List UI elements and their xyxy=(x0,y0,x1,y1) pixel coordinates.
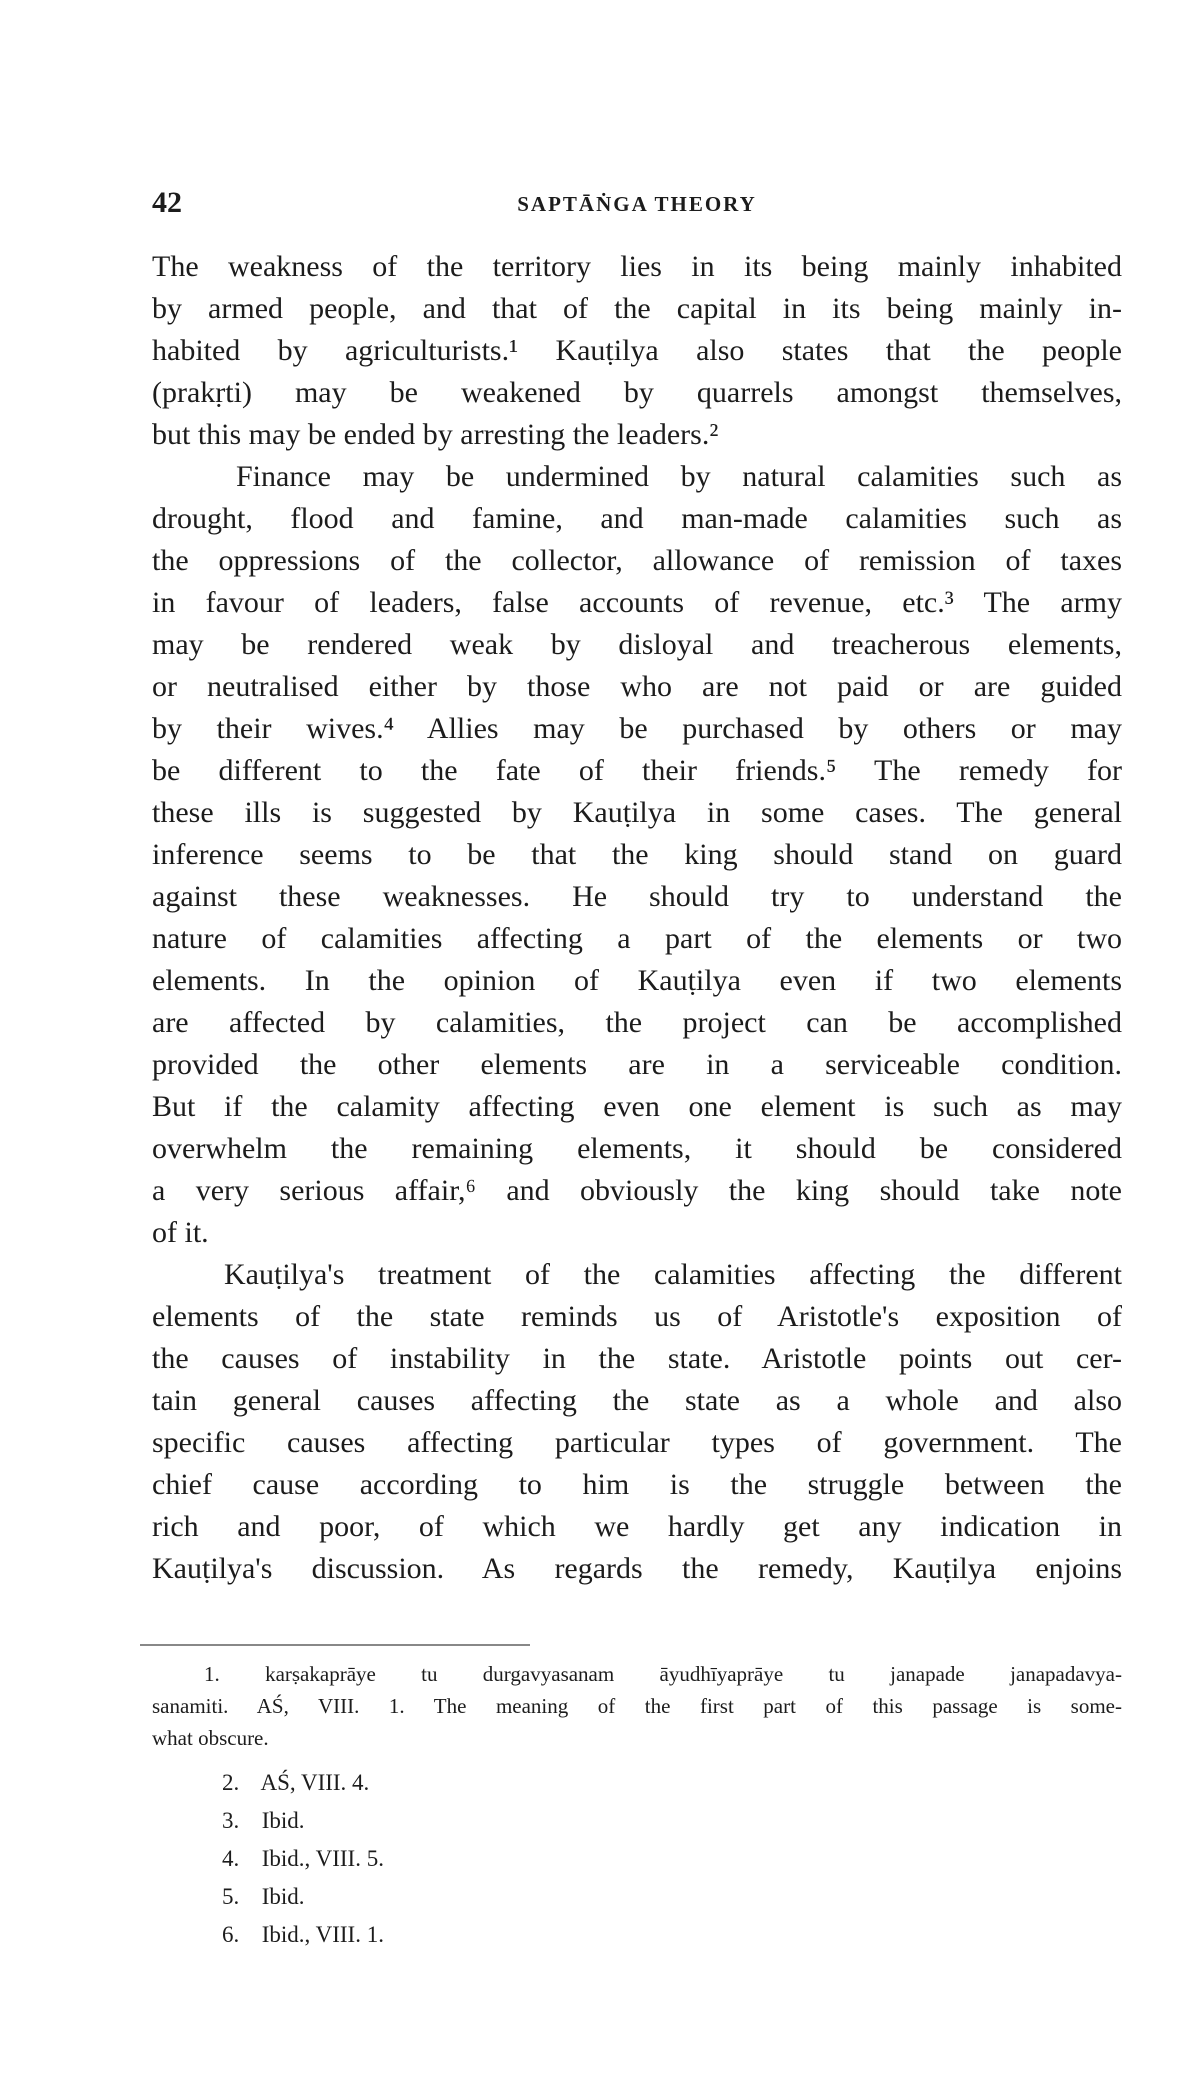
text-line: specific causes affecting particular types of government. The xyxy=(152,1426,1122,1459)
footnote-divider xyxy=(140,1644,530,1646)
text-line: against these weaknesses. He should try to understand the xyxy=(152,880,1122,913)
text-line: but this may be ended by arresting the leaders.² xyxy=(152,418,719,451)
running-title: SAPTĀṄGA THEORY xyxy=(517,192,757,216)
body-text xyxy=(152,246,1122,1590)
text-line: these ills is suggested by Kauṭilya in some cases. The general xyxy=(152,796,1122,829)
text-line: be different to the fate of their friends.⁵ The remedy for xyxy=(152,754,1122,787)
text-line: nature of calamities affecting a part of the elements or two xyxy=(152,922,1122,955)
footnote-1-line: sanamiti. AŚ, VIII. 1. The meaning of the first part of this passage is some- xyxy=(152,1694,1122,1718)
text-line: habited by agriculturists.¹ Kauṭilya also states that the people xyxy=(152,334,1122,367)
text-line: by their wives.⁴ Allies may be purchased by others or may xyxy=(152,712,1122,745)
footnote-item xyxy=(152,1802,1122,1840)
text-line: chief cause according to him is the struggle between the xyxy=(152,1468,1122,1501)
page-number: 42 xyxy=(152,186,182,219)
footnote-number: 4. xyxy=(222,1846,240,1871)
footnote-number: 2. xyxy=(222,1770,240,1795)
text-line: in favour of leaders, false accounts of revenue, etc.³ The army xyxy=(152,586,1122,619)
text-line: the oppressions of the collector, allowance of remission of taxes xyxy=(152,544,1122,577)
text-line: elements of the state reminds us of Aristotle's exposition of xyxy=(152,1300,1122,1333)
footnotes xyxy=(152,1658,1122,1954)
footnote-text: Ibid. xyxy=(261,1808,305,1833)
footnote-1-line: what obscure. xyxy=(152,1726,269,1750)
footnote-number: 5. xyxy=(222,1884,240,1909)
footnote-text: AŚ, VIII. 4. xyxy=(260,1770,370,1795)
footnote-number: 3. xyxy=(222,1808,240,1833)
text-line: inference seems to be that the king should stand on guard xyxy=(152,838,1122,871)
text-line: But if the calamity affecting even one element is such as may xyxy=(152,1090,1122,1123)
text-line: The weakness of the territory lies in its being mainly inhabited xyxy=(152,250,1122,283)
footnote-text: Ibid. xyxy=(261,1884,305,1909)
footnote-item xyxy=(152,1916,1122,1954)
text-line: elements. In the opinion of Kauṭilya even if two elements xyxy=(152,964,1122,997)
text-line: Kauṭilya's discussion. As regards the remedy, Kauṭilya enjoins xyxy=(152,1552,1122,1585)
text-line: of it. xyxy=(152,1216,209,1249)
footnote-item xyxy=(152,1878,1122,1916)
text-line: (prakṛti) may be weakened by quarrels amongst themselves, xyxy=(152,376,1122,409)
footnote-1-line: 1. karṣakaprāye tu durgavyasanam āyudhīyaprāye tu janapade janapadavya- xyxy=(204,1662,1122,1686)
paragraph-start-line: Kauṭilya's treatment of the calamities affecting the different xyxy=(224,1258,1122,1291)
text-line: tain general causes affecting the state as a whole and also xyxy=(152,1384,1122,1417)
text-line: overwhelm the remaining elements, it should be considered xyxy=(152,1132,1122,1165)
text-line: the causes of instability in the state. Aristotle points out cer- xyxy=(152,1342,1122,1375)
footnote-text: Ibid., VIII. 5. xyxy=(261,1846,384,1871)
footnote-item xyxy=(152,1764,1122,1802)
text-line: by armed people, and that of the capital in its being mainly in- xyxy=(152,292,1122,325)
text-line: may be rendered weak by disloyal and treacherous elements, xyxy=(152,628,1122,661)
text-line: a very serious affair,⁶ and obviously the king should take note xyxy=(152,1174,1122,1207)
text-line: provided the other elements are in a serviceable condition. xyxy=(152,1048,1122,1081)
text-line: or neutralised either by those who are not paid or are guided xyxy=(152,670,1122,703)
footnote-number: 6. xyxy=(222,1922,240,1947)
footnote-text: Ibid., VIII. 1. xyxy=(261,1922,384,1947)
paragraph-start-line: Finance may be undermined by natural calamities such as xyxy=(236,460,1122,493)
footnote-item xyxy=(152,1840,1122,1878)
running-head xyxy=(152,186,1122,226)
text-line: are affected by calamities, the project can be accomplished xyxy=(152,1006,1122,1039)
text-line: rich and poor, of which we hardly get any indication in xyxy=(152,1510,1122,1543)
text-line: drought, flood and famine, and man-made calamities such as xyxy=(152,502,1122,535)
